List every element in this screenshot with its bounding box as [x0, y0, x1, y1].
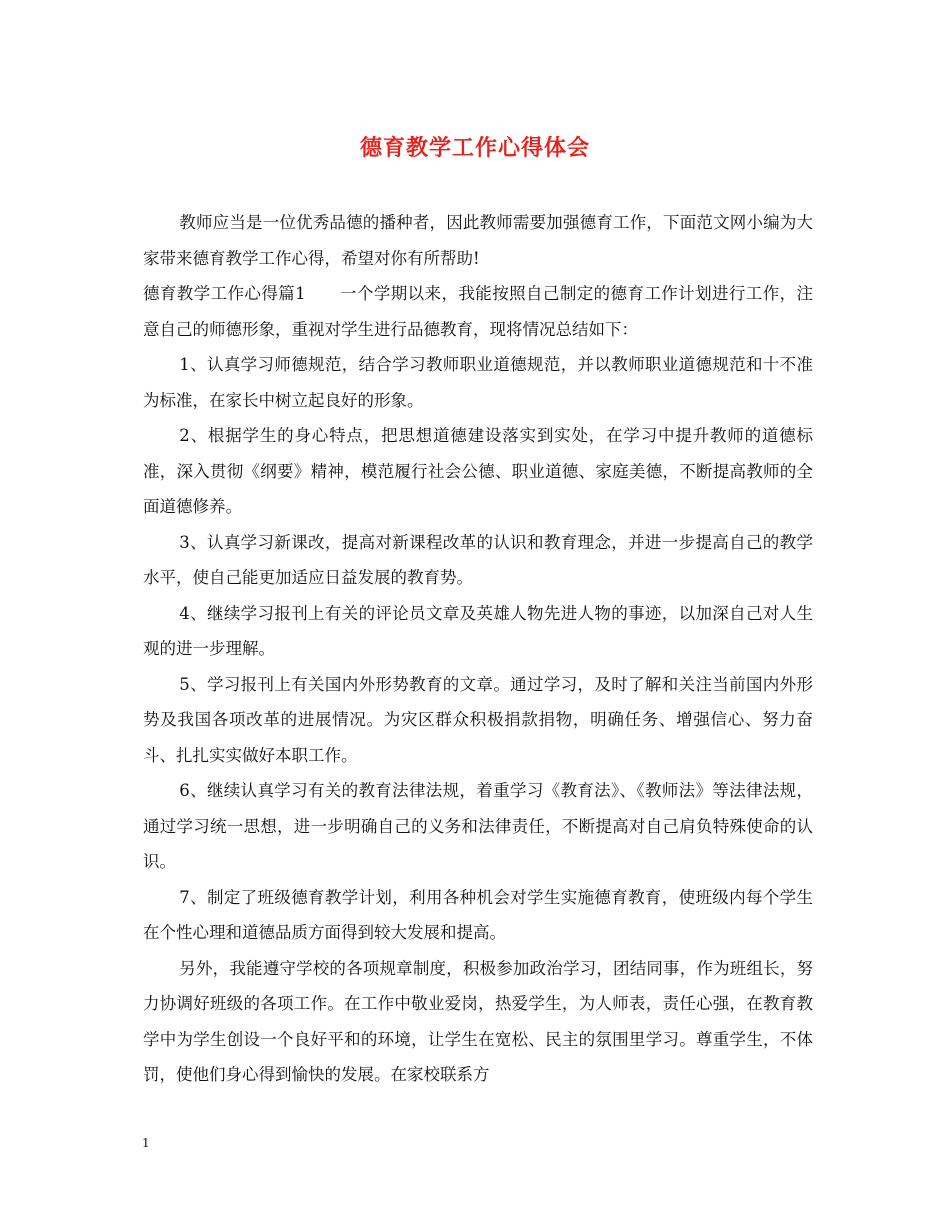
closing-paragraph: 另外，我能遵守学校的各项规章制度，积极参加政治学习，团结同事，作为班组长，努力协调好班级的各项工作。在工作中敬业爱岗，热爱学生，为人师表，责任心强，在教育教学中为学生创设一个良好平和的环境，让学生在宽松、民主的氛围里学习。尊重学生，不体罚，使他们身心得到愉快的发展。在家校联系方 [143, 958, 813, 1084]
list-item: 5、学习报刊上有关国内外形势教育的文章。通过学习，及时了解和关注当前国内外形势及我国各项改革的进展情况。为灾区群众积极捐款捐物，明确任务、增强信心、努力奋斗、扎扎实实做好本职工作。 [143, 674, 813, 765]
section-paragraph [143, 276, 813, 347]
list-item: 6、继续认真学习有关的教育法律法规，着重学习《教育法》、《教师法》等法律法规，通过学习统一思想，进一步明确自己的义务和法律责任，不断提高对自己肩负特殊使命的认识。 [143, 781, 813, 871]
section-opening: 一个学期以来，我能按照自己制定的德育工作计划进行工作，注意自己的师德形象，重视对学生进行品德教育，现将情况总结如下： [143, 284, 814, 339]
list-item: 1、认真学习师德规范，结合学习教师职业道德规范，并以教师职业道德规范和十不准为标准，在家长中树立起良好的形象。 [143, 355, 813, 410]
document-body [143, 205, 813, 1093]
list-item: 3、认真学习新课改，提高对新课程改革的认识和教育理念，并进一步提高自己的教学水平，使自己能更加适应日益发展的教育势。 [143, 532, 813, 587]
page-number: 1 [142, 1136, 150, 1150]
section-heading: 德育教学工作心得篇1 [143, 284, 306, 303]
list-item: 4、继续学习报刊上有关的评论员文章及英雄人物先进人物的事迹，以加深自己对人生观的进一步理解。 [143, 603, 813, 658]
document-title: 德育教学工作心得体会 [359, 135, 590, 161]
intro-paragraph: 教师应当是一位优秀品德的播种者，因此教师需要加强德育工作，下面范文网小编为大家带来德育教学工作心得，希望对你有所帮助! [143, 213, 813, 268]
list-item: 7、制定了班级德育教学计划，利用各种机会对学生实施德育教育，使班级内每个学生在个性心理和道德品质方面得到较大发展和提高。 [143, 887, 813, 942]
list-item: 2、根据学生的身心特点，把思想道德建设落实到实处，在学习中提升教师的道德标准，深入贯彻《纲要》精神，模范履行社会公德、职业道德、家庭美德，不断提高教师的全面道德修养。 [143, 426, 813, 516]
